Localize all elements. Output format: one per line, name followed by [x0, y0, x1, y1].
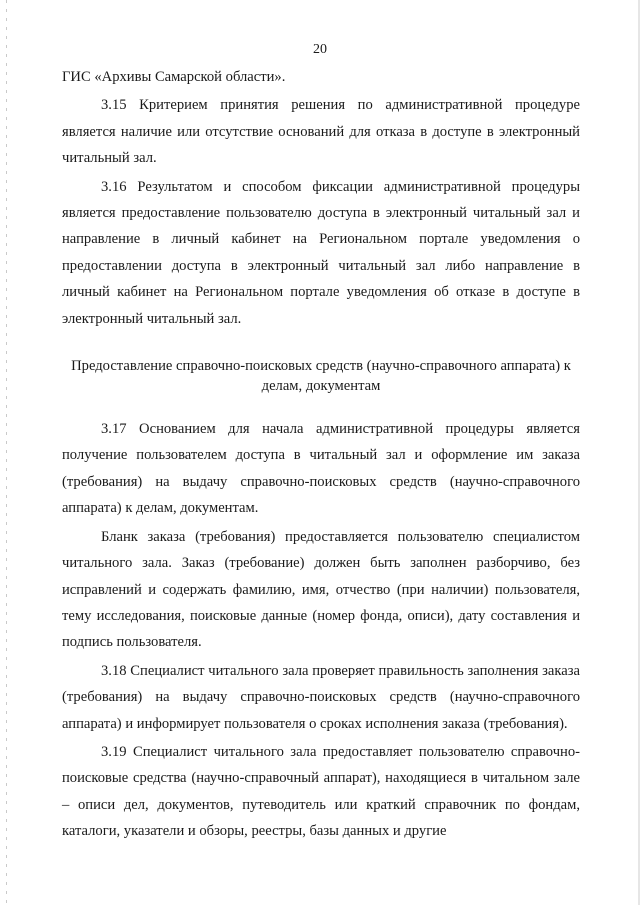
paragraph-3-16: 3.16 Результатом и способом фиксации административной процедуры является предоставление пользователю доступа в электронный читальный зал и направление в личный кабинет на Региональном портале уведомления о предоставлении доступа в электронный читальный зал либо направление в личный кабинет на Региональном портале уведомления об отказе в доступе в электронный читальный зал. [62, 178, 580, 327]
paragraph-continuation: ГИС «Архивы Самарской области». [62, 69, 286, 85]
paragraph-3-17: 3.17 Основанием для начала административной процедуры является получение пользователем доступа в читальный зал и оформление им заказа (требования) на выдачу справочно-поисковых средств (научно-справочного аппарата) к делам, документам. [62, 421, 580, 517]
paragraph-3-15: 3.15 Критерием принятия решения по административной процедуре является наличие или отсутствие оснований для отказа в доступе в электронный читальный зал. [62, 97, 580, 167]
scan-edge-left [6, 0, 7, 905]
section-heading: Предоставление справочно-поисковых средств (научно-справочного аппарата) к делам, документам [71, 358, 571, 395]
document-body [62, 64, 580, 845]
paragraph-3-19: 3.19 Специалист читального зала предоставляет пользователю справочно-поисковые средства (научно-справочный аппарат), находящиеся в читальном зале – описи дел, документов, путеводитель или краткий справочник по фондам, каталоги, указатели и обзоры, реестры, базы данных и другие [62, 743, 580, 840]
paragraph-order-form: Бланк заказа (требования) предоставляется пользователю специалистом читального зала. Заказ (требование) должен быть заполнен разборчиво, без исправлений и содержать фамилию, имя, отчество (при наличии) пользователя, тему исследования, поисковые данные (номер фонда, описи), дату составления и подпись пользователя. [62, 528, 580, 651]
page-number: 20 [313, 42, 327, 57]
paragraph-3-18: 3.18 Специалист читального зала проверяет правильность заполнения заказа (требования) на выдачу справочно-поисковых средств (научно-справочного аппарата) и информирует пользователя о сроках исполнения заказа (требования). [62, 662, 580, 732]
